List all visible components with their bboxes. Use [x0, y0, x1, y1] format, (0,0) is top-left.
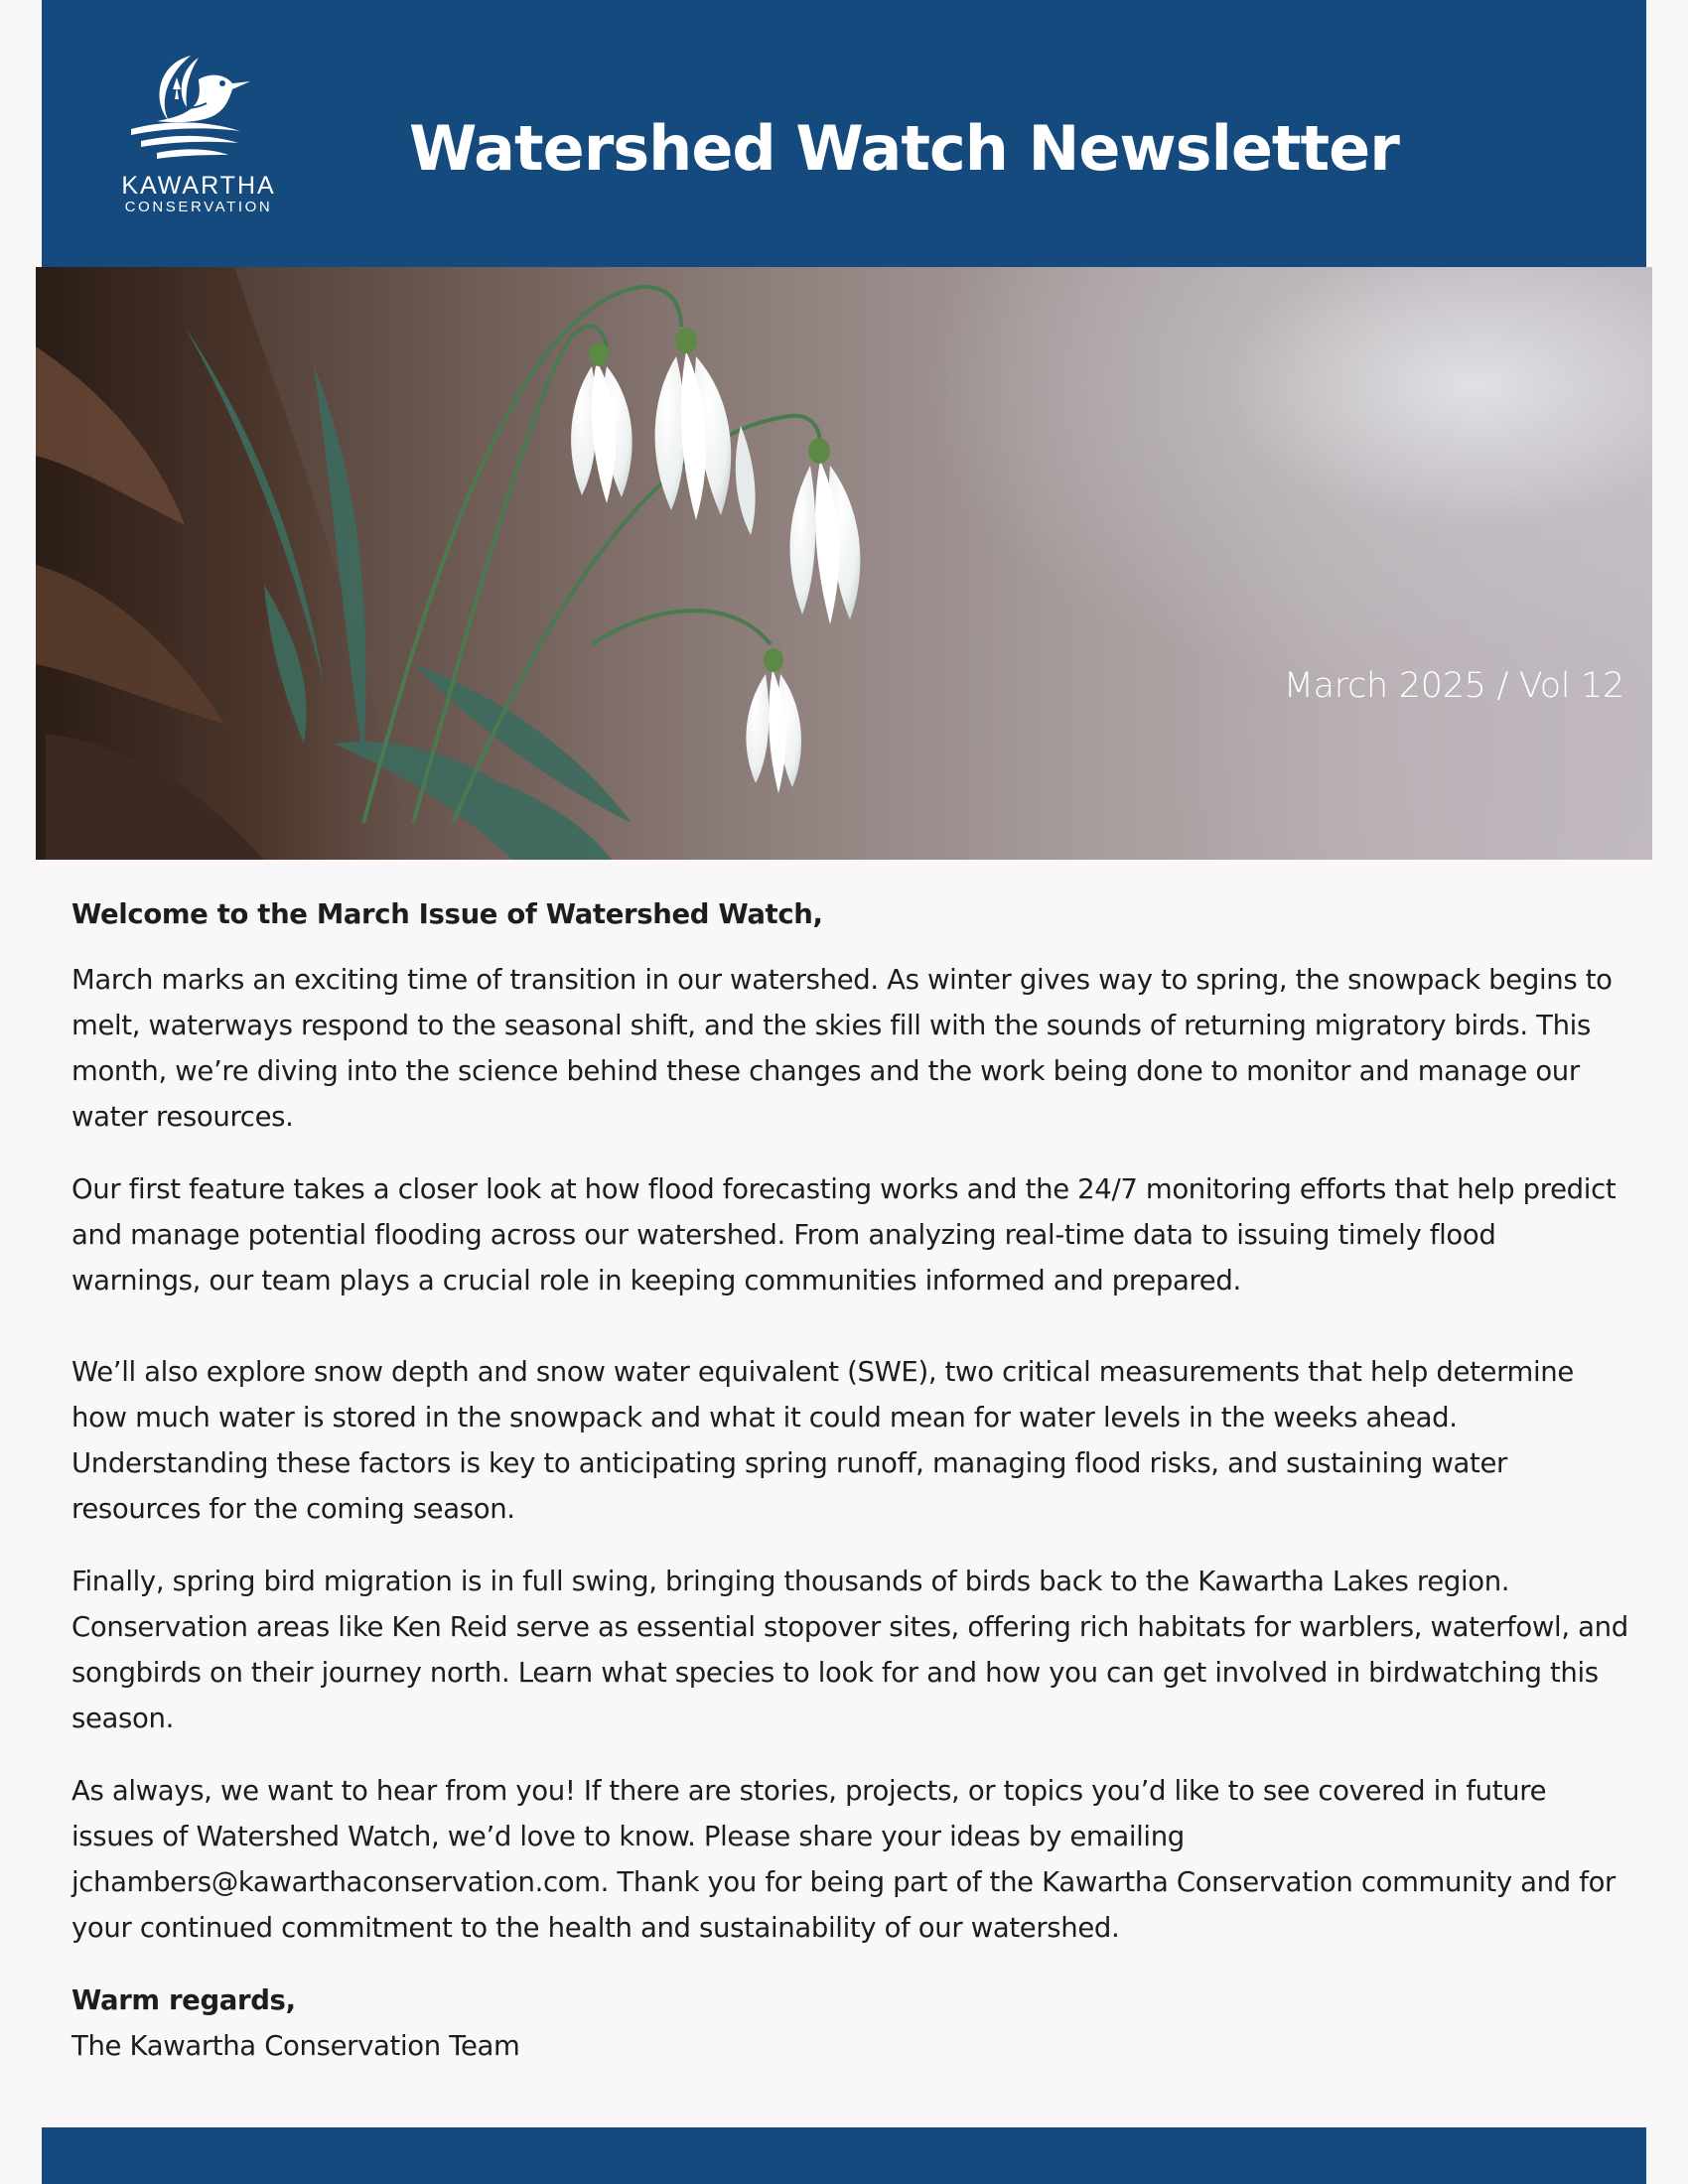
logo-name: KAWARTHA — [121, 172, 276, 200]
letter-body — [71, 891, 1630, 2069]
letter-paragraph-feedback: As always, we want to hear from you! If there are stories, projects, or topics you’d like to see covered in future issues of Watershed Watch, we’d love to know. Please share your ideas by emailing jchambers@kawarthaconservation.com. Thank you for being part of the Kawartha Conservation community and for your continued commitment to the health and sustainability of our watershed. — [71, 1775, 1616, 1944]
footer-bar — [42, 2127, 1646, 2184]
issue-date-caption: March 2025 / Vol 12 — [1283, 666, 1624, 706]
logo-subname: CONSERVATION — [124, 199, 273, 215]
kawartha-conservation-logo[interactable] — [99, 50, 298, 218]
loon-logo-icon — [129, 50, 268, 169]
letter-signature: The Kawartha Conservation Team — [71, 2030, 520, 2062]
letter-greeting: Welcome to the March Issue of Watershed Watch, — [71, 898, 823, 930]
letter-signoff: Warm regards, — [71, 1984, 296, 2016]
letter-paragraph-bird-migration: Finally, spring bird migration is in full swing, bringing thousands of birds back to the Kawartha Lakes region. Conservation areas like Ken Reid serve as essential stopover sites, offering rich habitats for warblers, waterfowl, and songbirds on their journey north. Learn what species to look for and how you can get involved in birdwatching this season. — [71, 1566, 1628, 1734]
letter-paragraph-snow-depth: We’ll also explore snow depth and snow water equivalent (SWE), two critical measurements that help determine how much water is stored in the snowpack and what it could mean for water levels in the weeks ahead. Understanding these factors is key to anticipating spring runoff, managing flood risks, and sustaining water resources for the coming season. — [71, 1356, 1574, 1525]
letter-paragraph-intro: March marks an exciting time of transition in our watershed. As winter gives way to spring, the snowpack begins to melt, waterways respond to the seasonal shift, and the skies fill with the sounds of returning migratory birds. This month, we’re diving into the science behind these changes and the work being done to monitor and manage our water resources. — [71, 964, 1613, 1133]
hero-snowdrops-photo — [36, 267, 1652, 860]
letter-paragraph-flood-forecasting: Our first feature takes a closer look at how flood forecasting works and the 24/7 monitoring efforts that help predict and manage potential flooding across our watershed. From analyzing real-time data to issuing timely flood warnings, our team plays a crucial role in keeping communities informed and prepared. — [71, 1173, 1617, 1297]
newsletter-header — [42, 0, 1646, 267]
newsletter-title: Watershed Watch Newsletter — [409, 112, 1399, 185]
snowdrop-flowers-illustration — [36, 267, 1652, 860]
